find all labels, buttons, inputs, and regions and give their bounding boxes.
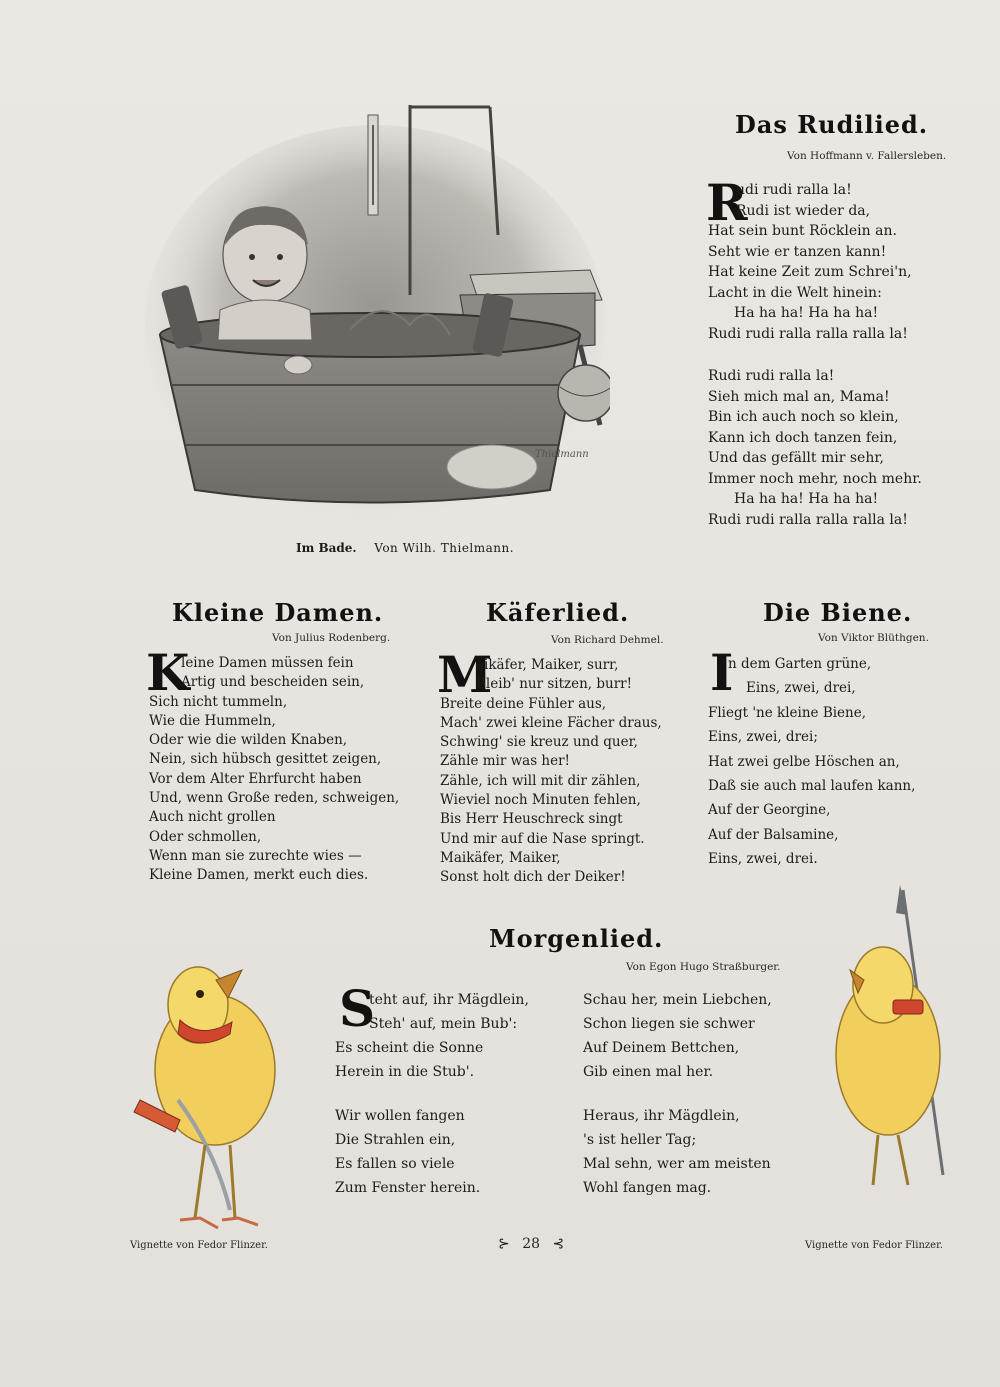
verse-line: Und mir auf die Nase springt. xyxy=(440,830,645,847)
verse-line: Oder wie die wilden Knaben, xyxy=(149,732,348,749)
morgenlied-right-stanza-1 xyxy=(583,988,772,1084)
verse-line: Es scheint die Sonne xyxy=(335,1040,484,1056)
kaeferlied-title: Käferlied. xyxy=(486,598,630,627)
chick-with-spear-vignette xyxy=(828,885,968,1195)
verse-line: Artig und bescheiden sein, xyxy=(181,674,365,691)
verse-line: Rudi rudi ralla la! xyxy=(708,368,835,384)
verse-line: Und, wenn Große reden, schweigen, xyxy=(149,790,400,807)
rudilied-stanza-2 xyxy=(708,366,922,530)
verse-line: Hat keine Zeit zum Schrei'n, xyxy=(708,264,912,280)
kleine-damen-title: Kleine Damen. xyxy=(172,598,384,627)
verse-line: Sonst holt dich der Deiker! xyxy=(440,869,626,886)
verse-line: Auf Deinem Bettchen, xyxy=(583,1040,740,1056)
verse-line: Ha ha ha! Ha ha ha! xyxy=(734,305,879,321)
verse-line: Ha ha ha! Ha ha ha! xyxy=(734,491,879,507)
bath-main xyxy=(140,95,610,535)
verse-line: Sieh mich mal an, Mama! xyxy=(708,388,890,405)
morgenlied-drop-initial: S xyxy=(339,979,376,1038)
verse-line: Breite deine Fühler aus, xyxy=(440,695,607,712)
vignette-credit-left: Vignette von Fedor Flinzer. xyxy=(130,1240,268,1251)
verse-line: Kann ich doch tanzen fein, xyxy=(708,429,898,446)
verse-line: Kleine Damen, merkt euch dies. xyxy=(149,867,369,884)
ornament-left-icon: ⊱ xyxy=(498,1236,510,1252)
verse-line: Sich nicht tummeln, xyxy=(149,693,288,710)
verse-line: Auf der Georgine, xyxy=(708,802,831,819)
verse-line: Wieviel noch Minuten fehlen, xyxy=(440,792,641,809)
verse-line: Wie die Hummeln, xyxy=(149,712,276,729)
morgenlied-left-stanza-1 xyxy=(335,988,529,1084)
kleine-damen-drop-initial: K xyxy=(146,643,190,702)
verse-line: Eins, zwei, drei. xyxy=(708,851,818,868)
verse-line: Auf der Balsamine, xyxy=(708,826,839,843)
verse-line: Schon liegen sie schwer xyxy=(583,1016,755,1032)
biene-title: Die Biene. xyxy=(763,598,913,627)
chick-with-sabre-vignette xyxy=(120,950,290,1240)
verse-line: Wir wollen fangen xyxy=(335,1108,465,1124)
morgenlied-byline: Von Egon Hugo Straßburger. xyxy=(626,961,781,973)
verse-line: Rudi rudi ralla ralla ralla la! xyxy=(708,325,908,342)
verse-line: Es fallen so viele xyxy=(335,1156,455,1172)
rudilied-drop-initial: R xyxy=(706,173,748,232)
verse-line: Bis Herr Heuschreck singt xyxy=(440,811,623,828)
artist-signature: Thielmann xyxy=(535,449,589,460)
verse-line: Die Strahlen ein, xyxy=(335,1132,456,1148)
biene-drop-initial: I xyxy=(710,643,734,702)
verse-line: Zähle, ich will mit dir zählen, xyxy=(440,772,641,789)
verse-line: Hat zwei gelbe Höschen an, xyxy=(708,753,900,770)
verse-line: Hat sein bunt Röcklein an. xyxy=(708,223,897,239)
kleine-damen-verse xyxy=(149,654,399,886)
kaeferlied-drop-initial: M xyxy=(437,645,493,704)
verse-line: Auch nicht grollen xyxy=(149,809,276,826)
kaeferlied-verse xyxy=(440,656,662,888)
kaeferlied-byline: Von Richard Dehmel. xyxy=(551,634,664,646)
verse-line: Rudi rudi ralla ralla ralla la! xyxy=(708,511,908,528)
rudilied-stanza-1 xyxy=(706,173,912,344)
verse-line: 's ist heller Tag; xyxy=(583,1132,697,1148)
verse-line: Bleib' nur sitzen, burr! xyxy=(476,676,633,693)
verse-line: Maikäfer, Maiker, xyxy=(440,849,561,866)
caption-artist: Von Wilh. Thielmann. xyxy=(374,541,515,555)
verse-line: Eins, zwei, drei, xyxy=(746,680,856,697)
page-number: 28 xyxy=(522,1236,541,1252)
rudilied-byline: Von Hoffmann v. Fallersleben. xyxy=(787,150,947,162)
verse-line: Daß sie auch mal laufen kann, xyxy=(708,778,916,795)
morgenlied-left-stanza-2 xyxy=(335,1104,480,1200)
verse-line: Nein, sich hübsch gesittet zeigen, xyxy=(149,751,382,768)
verse-line: Gib einen mal her. xyxy=(583,1064,714,1080)
verse-line: Heraus, ihr Mägdlein, xyxy=(583,1108,740,1124)
verse-line: udi rudi ralla la! xyxy=(736,182,852,198)
morgenlied-right-stanza-2 xyxy=(583,1104,771,1200)
verse-line: Rudi ist wieder da, xyxy=(736,202,871,219)
biene-verse xyxy=(708,652,915,872)
caption-title: Im Bade. xyxy=(296,541,357,555)
verse-line: teht auf, ihr Mägdlein, xyxy=(369,992,529,1008)
verse-line: Wohl fangen mag. xyxy=(583,1180,712,1196)
verse-line: Lacht in die Welt hinein: xyxy=(708,284,882,301)
verse-line: Fliegt 'ne kleine Biene, xyxy=(708,704,867,721)
kleine-damen-byline: Von Julius Rodenberg. xyxy=(272,632,391,644)
verse-line: Mach' zwei kleine Fächer draus, xyxy=(440,714,662,731)
verse-line: Immer noch mehr, noch mehr. xyxy=(708,470,922,487)
page-number-footer xyxy=(498,1236,564,1252)
verse-line: n dem Garten grüne, xyxy=(728,656,872,672)
verse-line: Wenn man sie zurechte wies — xyxy=(149,847,362,864)
verse-line: Mal sehn, wer am meisten xyxy=(583,1156,771,1172)
verse-line: Zähle mir was her! xyxy=(440,753,570,770)
verse-line: Vor dem Alter Ehrfurcht haben xyxy=(149,770,362,787)
vignette-credit-right: Vignette von Fedor Flinzer. xyxy=(805,1240,943,1251)
verse-line: leine Damen müssen fein xyxy=(181,655,354,671)
rudilied-title: Das Rudilied. xyxy=(735,110,929,139)
verse-line: Eins, zwei, drei; xyxy=(708,729,818,746)
verse-line: Herein in die Stub'. xyxy=(335,1064,475,1080)
verse-line: Oder schmollen, xyxy=(149,828,262,845)
verse-line: Und das gefällt mir sehr, xyxy=(708,450,884,466)
verse-line: Steh' auf, mein Bub': xyxy=(369,1016,518,1032)
illustration-caption xyxy=(296,541,514,555)
verse-line: Zum Fenster herein. xyxy=(335,1180,481,1196)
ornament-right-icon: ⊰ xyxy=(552,1236,565,1252)
verse-line: Schwing' sie kreuz und quer, xyxy=(440,734,638,751)
verse-line: Seht wie er tanzen kann! xyxy=(708,243,887,260)
biene-byline: Von Viktor Blüthgen. xyxy=(818,632,929,644)
verse-line: Schau her, mein Liebchen, xyxy=(583,992,772,1008)
morgenlied-title: Morgenlied. xyxy=(489,924,664,953)
verse-line: Bin ich auch noch so klein, xyxy=(708,409,899,425)
verse-line: aikäfer, Maiker, surr, xyxy=(476,657,619,673)
